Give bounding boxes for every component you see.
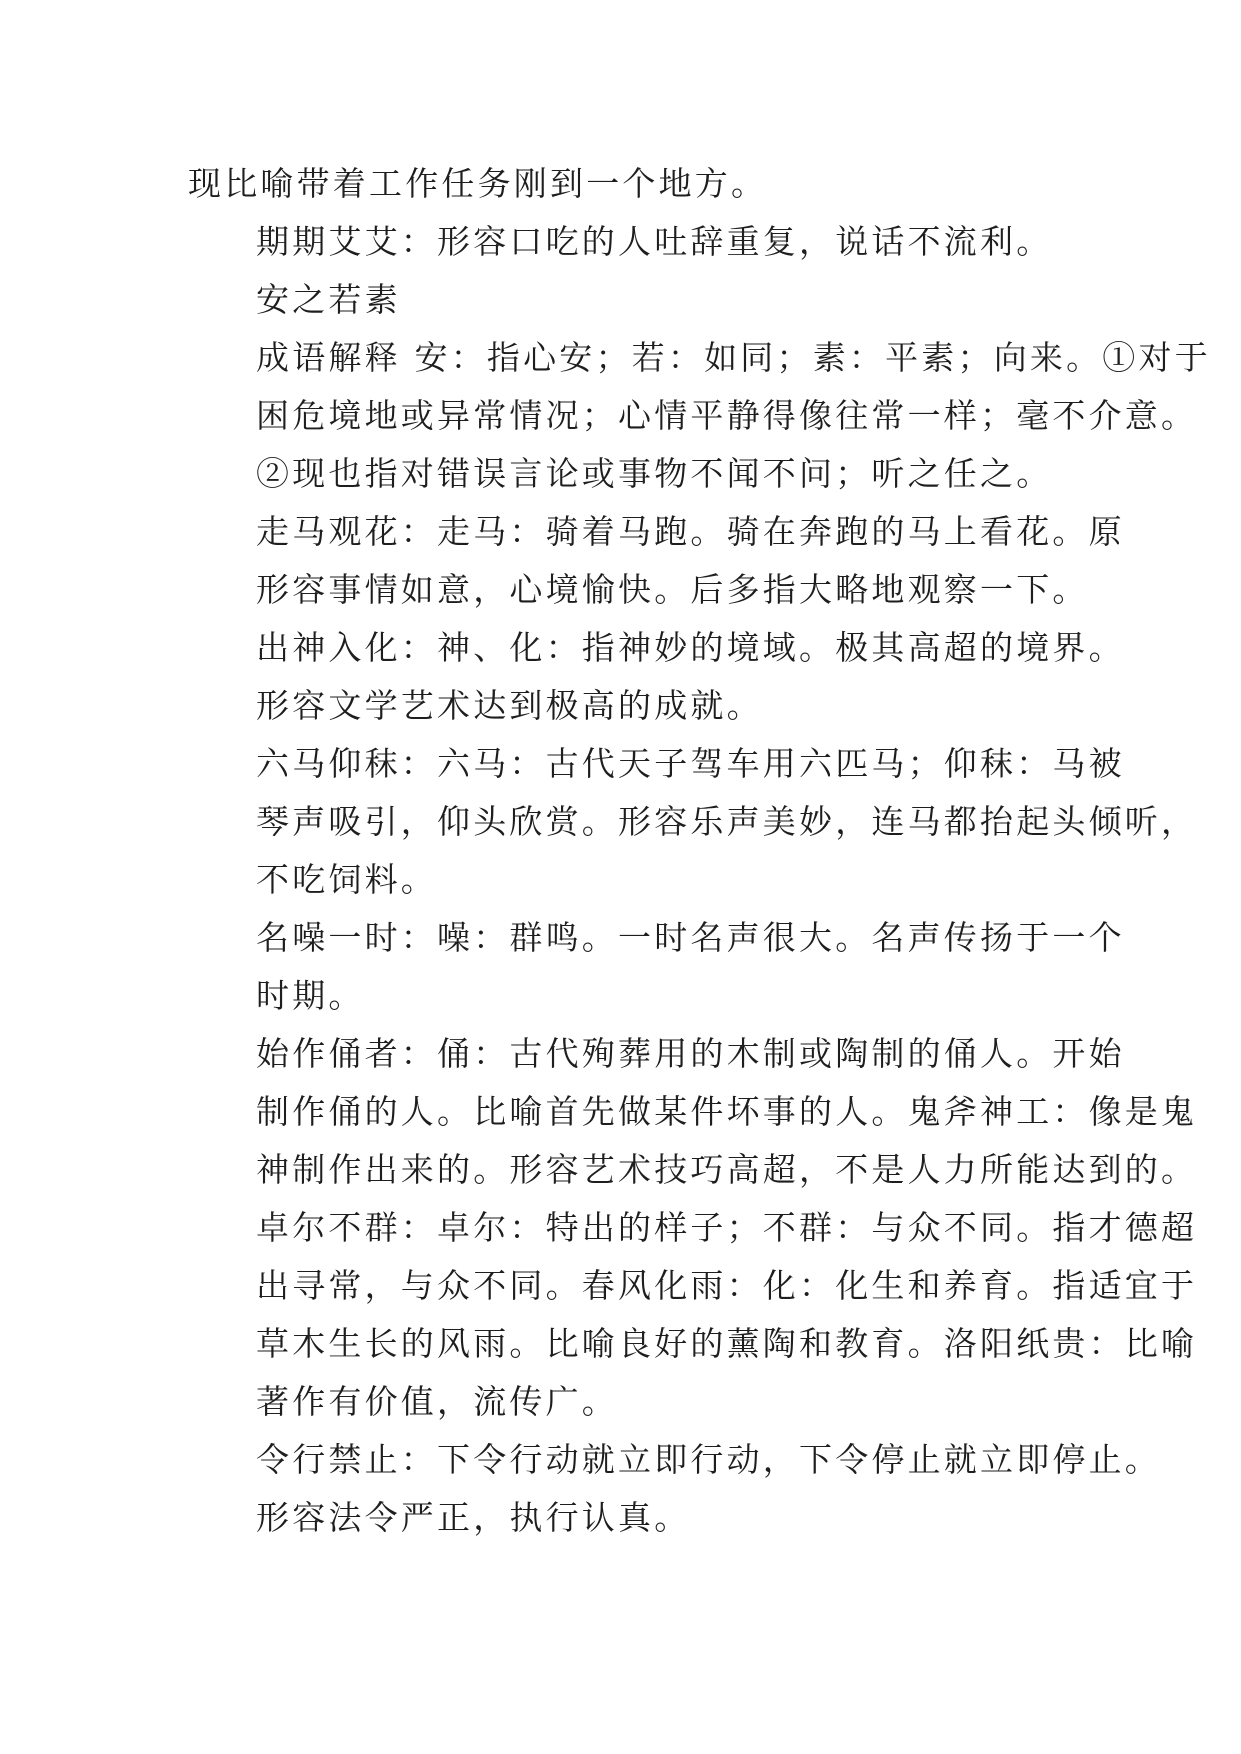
paragraph-line: 六马仰秣：六马：古代天子驾车用六匹马；仰秣：马被 <box>256 744 1125 783</box>
paragraph-p5 <box>188 503 1125 619</box>
paragraph-line: 期期艾艾：形容口吃的人吐辞重复，说话不流利。 <box>256 222 1053 261</box>
paragraph-line: 时期。 <box>256 976 365 1015</box>
paragraph-line: 成语解释 安：指心安；若：如同；素：平素；向来。①对于 <box>256 338 1211 377</box>
paragraph-line: 出寻常，与众不同。春风化雨：化：化生和养育。指适宜于 <box>256 1266 1198 1305</box>
paragraph-line: 草木生长的风雨。比喻良好的薰陶和教育。洛阳纸贵：比喻 <box>256 1324 1198 1363</box>
paragraph-line: 不吃饲料。 <box>256 860 437 899</box>
paragraph-line: 名噪一时：噪：群鸣。一时名声很大。名声传扬于一个 <box>256 918 1125 957</box>
paragraph-line: 走马观花：走马：骑着马跑。骑在奔跑的马上看花。原 <box>256 512 1125 551</box>
paragraph-line: 著作有价值，流传广。 <box>256 1382 618 1421</box>
paragraph-line: 形容事情如意，心境愉快。后多指大略地观察一下。 <box>256 570 1089 609</box>
paragraph-line: 制作俑的人。比喻首先做某件坏事的人。鬼斧神工：像是鬼 <box>256 1092 1198 1131</box>
document-page <box>188 155 1211 1547</box>
paragraph-line: 卓尔不群：卓尔：特出的样子；不群：与众不同。指才德超 <box>256 1208 1198 1247</box>
paragraph-line: 琴声吸引，仰头欣赏。形容乐声美妙，连马都抬起头倾听， <box>256 802 1198 841</box>
paragraph-line: 困危境地或异常情况；心情平静得像往常一样；毫不介意。 <box>256 396 1198 435</box>
paragraph-p6 <box>188 619 1125 735</box>
paragraph-line: 形容文学艺术达到极高的成就。 <box>256 686 763 725</box>
paragraph-p3 <box>188 271 1064 329</box>
paragraph-line: 现比喻带着工作任务刚到一个地方。 <box>188 164 768 203</box>
paragraph-p2 <box>188 213 1064 271</box>
paragraph-p9 <box>188 1025 1198 1431</box>
paragraph-p8 <box>188 909 1125 1025</box>
paragraph-p7 <box>188 735 1198 909</box>
paragraph-line: 令行禁止：下令行动就立即行动，下令停止就立即停止。 <box>256 1440 1161 1479</box>
paragraph-p4 <box>188 329 1211 503</box>
paragraph-line: 始作俑者：俑：古代殉葬用的木制或陶制的俑人。开始 <box>256 1034 1125 1073</box>
paragraph-line: 出神入化：神、化：指神妙的境域。极其高超的境界。 <box>256 628 1125 667</box>
paragraph-line: 安之若素 <box>256 280 401 319</box>
document-body <box>188 155 1211 1547</box>
paragraph-line: 神制作出来的。形容艺术技巧高超，不是人力所能达到的。 <box>256 1150 1198 1189</box>
paragraph-line: 形容法令严正，执行认真。 <box>256 1498 691 1537</box>
paragraph-p1 <box>188 155 1064 213</box>
paragraph-line: ②现也指对错误言论或事物不闻不问；听之任之。 <box>256 454 1053 493</box>
paragraph-p10 <box>188 1431 1161 1547</box>
